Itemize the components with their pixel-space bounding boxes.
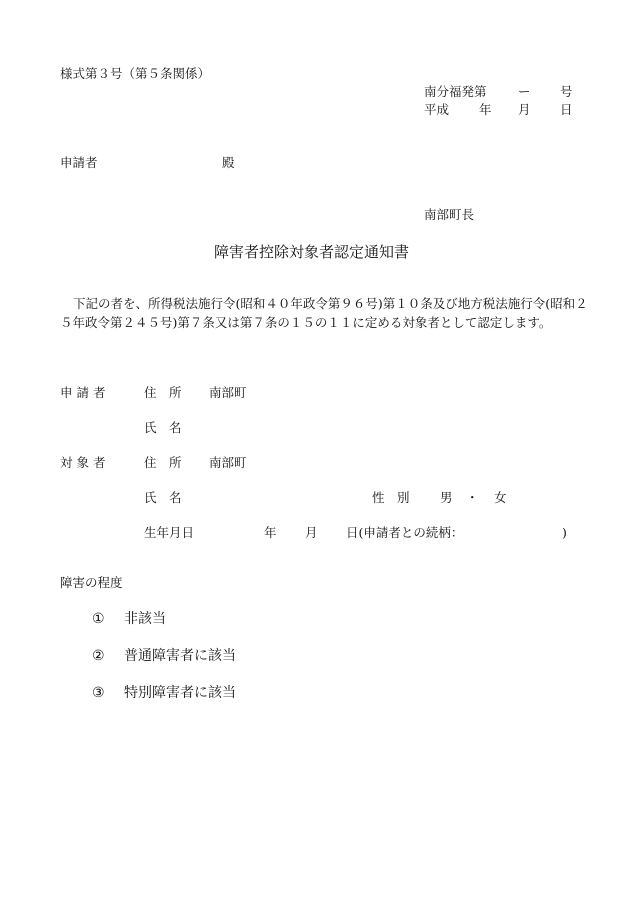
doc-number-prefix: 南分福発第 (424, 84, 487, 99)
addressee-label: 申請者 (60, 155, 98, 170)
subject-birth-month: 月 (305, 525, 318, 540)
subject-gender-label: 性 別 (372, 490, 410, 505)
disability-heading: 障害の程度 (60, 575, 123, 590)
option-2-number: ② (92, 648, 105, 664)
subject-birth-day-relation: 日(申請者との続柄： (346, 525, 464, 540)
subject-heading: 対 象 者 (60, 455, 106, 470)
date-year: 年 (479, 102, 492, 117)
date-day: 日 (560, 102, 573, 117)
document-title: 障害者控除対象者認定通知書 (214, 243, 410, 261)
issuer-name: 南部町長 (424, 207, 475, 222)
subject-relation-close: ) (562, 525, 567, 540)
option-3-label: 特別障害者に該当 (124, 685, 236, 701)
subject-gender-male: 男 (440, 490, 453, 505)
subject-address-label: 住 所 (144, 455, 182, 470)
option-3-number: ③ (92, 685, 105, 701)
option-1-number: ① (92, 611, 105, 627)
doc-number-suffix: 号 (560, 84, 573, 99)
date-month: 月 (518, 102, 531, 117)
date-era: 平成 (424, 102, 450, 117)
subject-address-value: 南部町 (209, 455, 247, 470)
applicant-address-label: 住 所 (144, 385, 182, 400)
body-paragraph: 下記の者を、所得税法施行令(昭和４０年政令第９６号)第１０条及び地方税法施行令(昭和２５年政令第２４５号)第７条又は第７条の１５の１１に定める対象者として認定します。 (60, 296, 588, 330)
applicant-address-value: 南部町 (209, 385, 247, 400)
option-2-label: 普通障害者に該当 (124, 648, 236, 664)
subject-gender-dot: ・ (466, 490, 479, 505)
subject-birth-year: 年 (264, 525, 277, 540)
form-label: 様式第３号（第５条関係） (60, 66, 211, 81)
subject-birth-label: 生年月日 (144, 525, 195, 540)
applicant-name-label: 氏 名 (144, 420, 182, 435)
subject-gender-female: 女 (494, 490, 507, 505)
subject-name-label: 氏 名 (144, 490, 182, 505)
option-1-label: 非該当 (124, 611, 166, 627)
addressee-honorific: 殿 (222, 155, 235, 170)
doc-number-dash: ー (518, 84, 531, 99)
applicant-heading: 申 請 者 (60, 385, 106, 400)
